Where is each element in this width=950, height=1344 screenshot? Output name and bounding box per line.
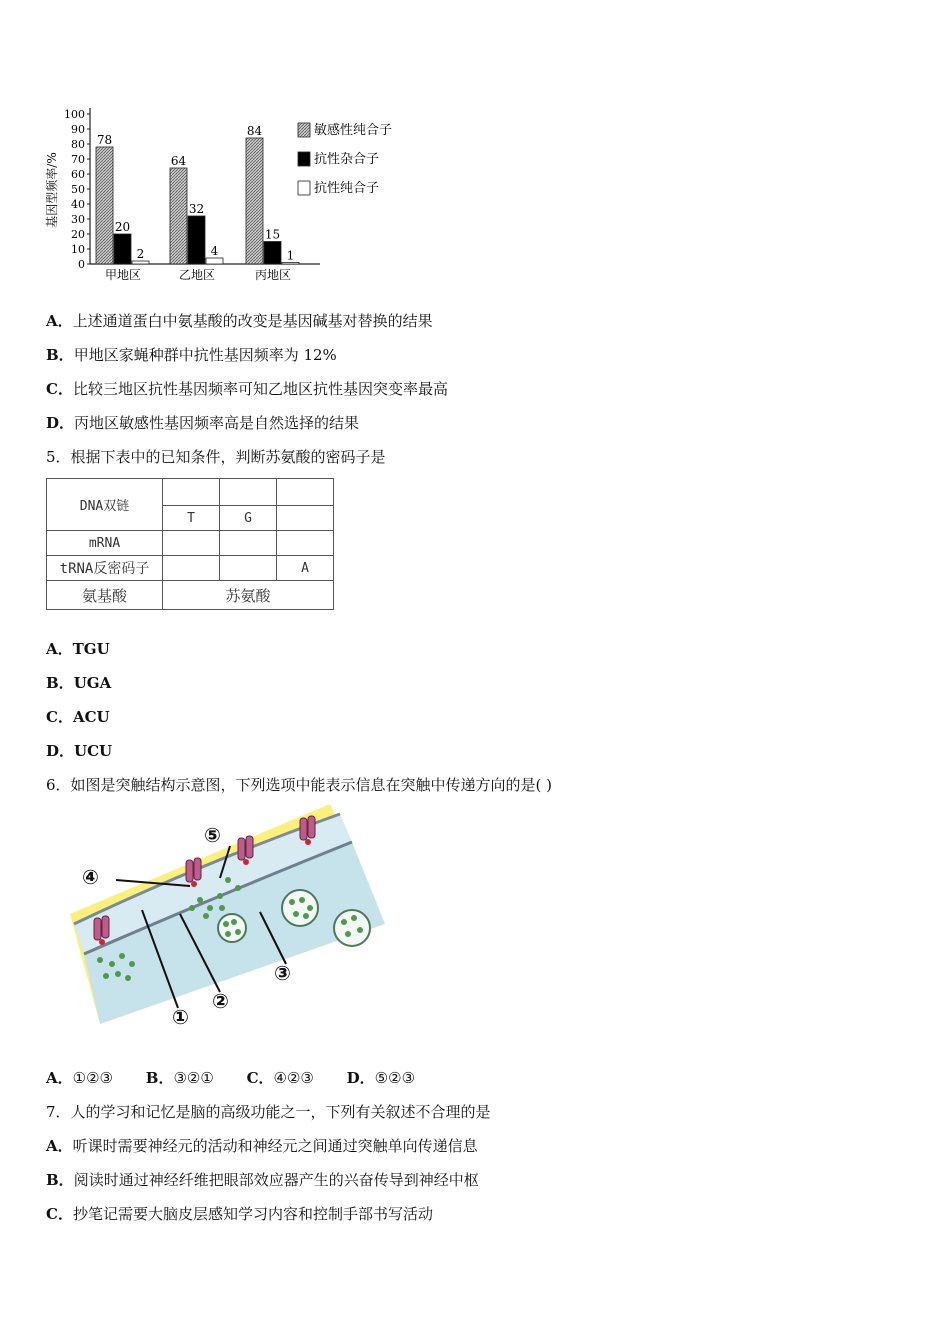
label-4: ④ [82,865,99,889]
option-text: UCU [74,742,113,760]
x-tick-label: 甲地区 [104,268,142,282]
bar-value-label: 78 [96,133,113,147]
bar [114,234,131,264]
option-letter: D． [46,414,75,432]
y-tick-label: 30 [71,213,85,226]
dna-cell [220,479,277,506]
y-tick-label: 20 [71,228,85,241]
bar [246,138,263,264]
legend-swatch [298,152,310,166]
q6-option-c: C．④②③ [246,1069,314,1087]
option-text: ACU [72,708,110,726]
option-letter: C． [46,708,73,726]
legend-swatch [298,123,310,137]
q7-option-c: C．抄笔记需要大脑皮层感知学习内容和控制手部书写活动 [46,1205,433,1223]
y-tick-label: 100 [64,108,85,121]
synapse-diagram [60,804,390,1034]
bar [96,147,113,264]
x-tick-label: 丙地区 [254,268,292,282]
option-letter: A． [46,312,73,330]
q4-option-c [46,379,448,399]
y-tick-label: 10 [71,243,85,256]
bar-value-label: 84 [246,124,263,138]
option-letter: B． [46,346,74,364]
mrna-label: mRNA [47,531,163,556]
label-2: ② [212,989,229,1013]
q6-option-a: A．①②③ [46,1069,113,1087]
q6-stem: 6．如图是突触结构示意图，下列选项中能表示信息在突触中传递方向的是( ) [46,776,553,794]
label-5: ⑤ [204,823,221,847]
option-letter: C． [46,380,73,398]
mrna-cell [220,531,277,556]
bar [132,261,149,264]
legend-label: 敏感性纯合子 [314,123,393,138]
dna-cell: G [220,506,277,531]
dna-cell [277,479,334,506]
q4-option-b [46,345,337,365]
option-text: 甲地区家蝇种群中抗性基因频率为 12% [73,346,337,364]
y-tick-label: 40 [71,198,85,211]
amino-acid-value: 苏氨酸 [163,581,334,610]
q5-option-a [46,639,110,659]
bar [170,168,187,264]
option-letter: B． [46,674,74,692]
bar-value-label: 20 [114,220,131,234]
bar [282,263,299,265]
legend-label: 抗性纯合子 [314,181,380,196]
y-tick-label: 0 [78,258,85,271]
codon-table [46,478,334,610]
q7-option-a: A．听课时需要神经元的活动和神经元之间通过突触单向传递信息 [46,1137,478,1155]
option-text: 上述通道蛋白中氨基酸的改变是基因碱基对替换的结果 [72,312,433,330]
bar-value-label: 4 [210,244,219,258]
option-letter: D． [46,742,75,760]
dna-cell: T [163,506,220,531]
x-tick-label: 乙地区 [178,268,216,282]
bar-value-label: 1 [286,248,295,263]
q4-option-a [46,311,433,331]
option-letter: A． [46,640,73,658]
option-text: 比较三地区抗性基因频率可知乙地区抗性基因突变率最高 [72,380,448,398]
y-tick-label: 80 [71,138,85,151]
q5-option-d [46,741,112,761]
legend-label: 抗性杂合子 [314,152,380,167]
y-tick-label: 90 [71,123,85,136]
bar-value-label: 2 [136,247,145,261]
mrna-cell [277,531,334,556]
label-1: ① [172,1005,189,1029]
legend-swatch [298,181,310,195]
bar [206,258,223,264]
bar [264,242,281,265]
q7-stem: 7．人的学习和记忆是脑的高级功能之一，下列有关叙述不合理的是 [46,1103,491,1121]
y-axis-label: 基因型频率/% [45,152,59,228]
amino-acid-label: 氨基酸 [47,581,163,610]
dna-cell [277,506,334,531]
trna-cell [163,556,220,581]
label-3: ③ [274,961,291,985]
trna-cell [220,556,277,581]
q5-stem: 5．根据下表中的已知条件，判断苏氨酸的密码子是 [46,448,386,466]
y-tick-label: 50 [71,183,85,196]
option-text: UGA [73,674,112,692]
genotype-frequency-chart [40,100,410,290]
q6-option-d: D．⑤②③ [346,1069,416,1087]
y-tick-label: 70 [71,153,85,166]
q4-option-d [46,413,359,433]
q5-option-c [46,707,110,727]
bar-value-label: 64 [170,154,187,168]
dna-cell [163,479,220,506]
option-text: 丙地区敏感性基因频率高是自然选择的结果 [74,414,360,432]
option-text: TGU [72,640,110,658]
bar-value-label: 15 [264,227,281,242]
trna-cell: A [277,556,334,581]
y-tick-label: 60 [71,168,85,181]
bar-value-label: 32 [188,202,205,216]
q5-option-b [46,673,111,693]
q6-option-b: B．③②① [145,1069,214,1087]
mrna-cell [163,531,220,556]
bar [188,216,205,264]
trna-label: tRNA反密码子 [47,556,163,581]
q7-option-b: B．阅读时通过神经纤维把眼部效应器产生的兴奋传导到神经中枢 [46,1171,479,1189]
q6-options [46,1068,443,1088]
dna-label: DNA双链 [47,479,163,531]
